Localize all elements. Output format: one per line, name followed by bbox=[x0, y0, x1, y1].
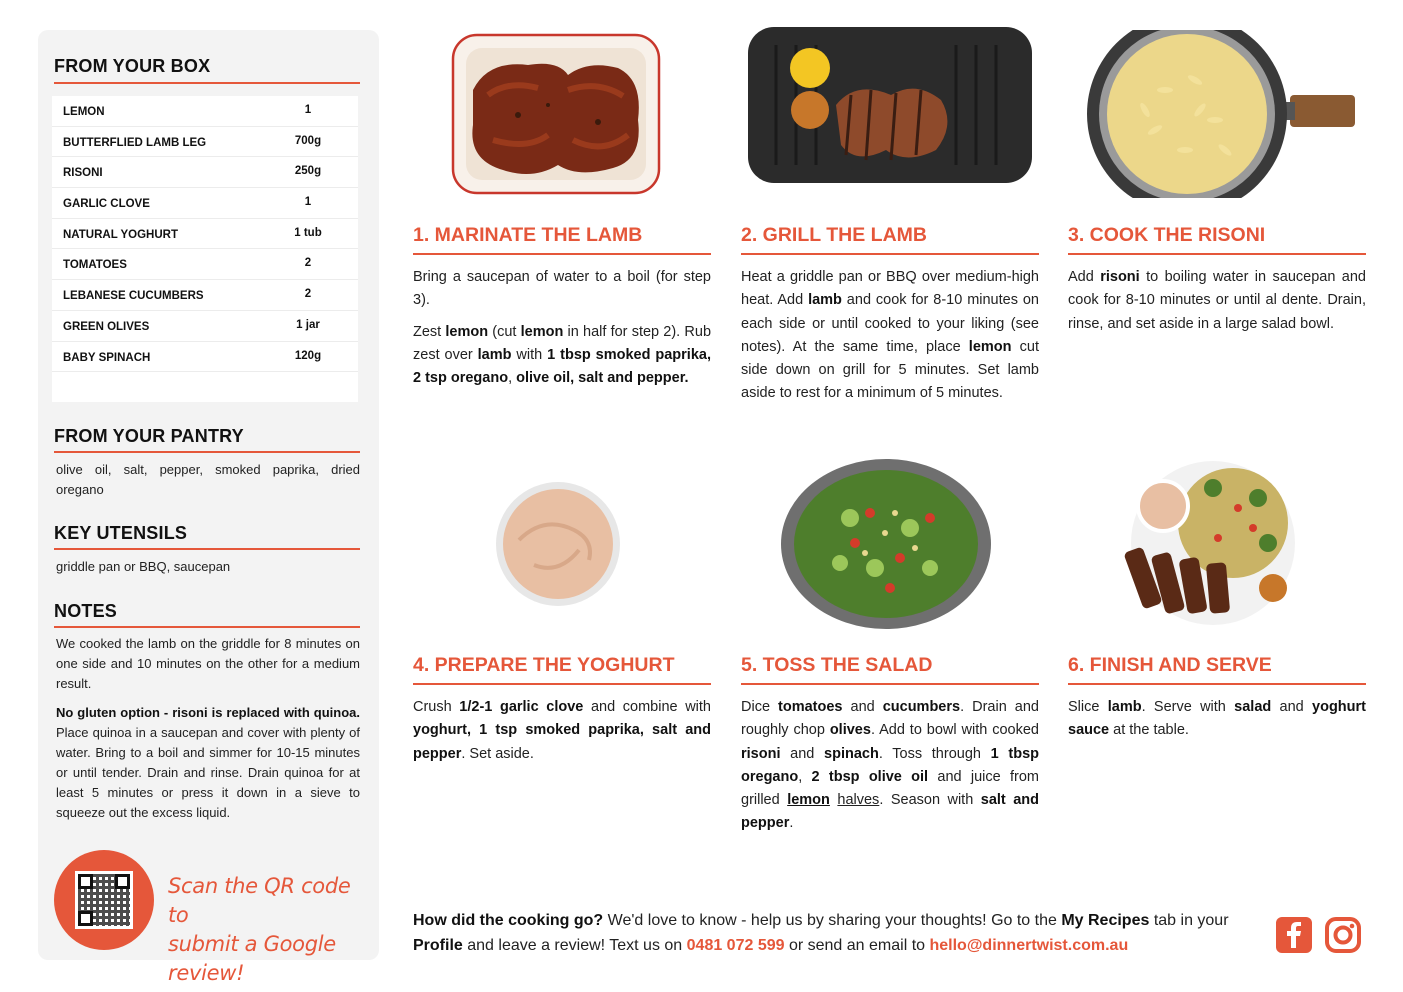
step-instructions bbox=[413, 696, 711, 766]
section-divider bbox=[54, 451, 360, 453]
gluten-free-note bbox=[56, 703, 360, 823]
pantry-title: FROM YOUR PANTRY bbox=[54, 426, 244, 446]
step-divider bbox=[413, 253, 711, 255]
ingredient-name: GARLIC CLOVE bbox=[63, 198, 150, 211]
ingredient-row bbox=[52, 219, 358, 250]
ingredient-row bbox=[52, 280, 358, 311]
qr-caption-line: submit a Google review! bbox=[168, 932, 336, 985]
ingredient-name: LEMON bbox=[63, 106, 105, 118]
step-title: 3. COOK THE RISONI bbox=[1068, 224, 1266, 246]
ingredient-qty: 2 bbox=[304, 288, 312, 301]
footer-question: How did the cooking go? bbox=[413, 912, 604, 929]
step-title: 5. TOSS THE SALAD bbox=[741, 654, 933, 676]
notes-title: NOTES bbox=[54, 601, 118, 621]
step-paragraph: Dice tomatoes and cucumbers. Drain and roughly chop olives. Add to bowl with cooked risoni and spinach. Toss through 1 tbsp oregano, 2 tbsp olive oil and juice from grilled lemon halves. Season with salt and pepper. bbox=[741, 699, 1040, 832]
pantry-text: olive oil, salt, pepper, smoked paprika, dried oregano bbox=[56, 462, 360, 497]
qr-caption bbox=[168, 872, 368, 988]
footer-text: tab in your bbox=[1149, 912, 1229, 929]
step-yoghurt bbox=[413, 652, 711, 772]
step-serve bbox=[1068, 652, 1366, 752]
utensils-text: griddle pan or BBQ, saucepan bbox=[56, 559, 231, 574]
ingredient-name: RISONI bbox=[63, 167, 103, 180]
gluten-free-text: Place quinoa in a saucepan and cover with plenty of water. Bring to a boil and simmer for 10-15 minutes or until tender. Drain and rinse. Drain quinoa for at least 5 minutes or press it down in a sieve to squeeze out the excess liquid. bbox=[56, 725, 360, 820]
step-paragraph: Bring a saucepan of water to a boil (for step 3). bbox=[413, 269, 711, 309]
ingredient-qty: 700g bbox=[294, 134, 322, 147]
step-title: 1. MARINATE THE LAMB bbox=[413, 224, 643, 246]
ingredient-name: LEBANESE CUCUMBERS bbox=[63, 290, 204, 303]
email-link[interactable]: hello@dinnertwist.com.au bbox=[929, 937, 1129, 954]
ingredient-row bbox=[52, 342, 358, 373]
step-divider bbox=[413, 683, 711, 685]
step-paragraph: Zest lemon (cut lemon in half for step 2). Rub zest over lamb with 1 tbsp smoked paprika, 2 tsp oregano, olive oil, salt and pepper. bbox=[413, 323, 712, 387]
ingredient-qty: 1 jar bbox=[296, 318, 320, 331]
step-title: 6. FINISH AND SERVE bbox=[1068, 654, 1272, 676]
footer-text: or send an email to bbox=[784, 937, 930, 954]
section-divider bbox=[54, 626, 360, 628]
step-paragraph: Heat a griddle pan or BBQ over medium-high heat. Add lamb and cook for 8-10 minutes on each side or until cooked to your liking (see notes). At the same time, place lemon cut side down on grill for 5 minutes. Set lamb aside to rest for a minimum of 5 minutes. bbox=[741, 269, 1039, 402]
instagram-icon[interactable] bbox=[1324, 916, 1362, 954]
step-paragraph: Slice lamb. Serve with salad and yoghurt sauce at the table. bbox=[1068, 699, 1366, 739]
qr-code[interactable] bbox=[75, 871, 133, 929]
gluten-free-heading: No gluten option - risoni is replaced with quinoa. bbox=[56, 705, 360, 720]
ingredient-row bbox=[52, 249, 358, 280]
step-risoni bbox=[1068, 222, 1366, 372]
cooked-risoni-image bbox=[1085, 30, 1355, 198]
step-paragraph: Add risoni to boiling water in saucepan and cook for 8-10 minutes or until al dente. Drain, rinse, and set aside in a large salad bowl. bbox=[1068, 269, 1366, 332]
step-instructions bbox=[1068, 696, 1366, 743]
ingredient-row bbox=[52, 96, 358, 127]
step-instructions bbox=[413, 266, 711, 390]
ingredient-name: BABY SPINACH bbox=[63, 351, 151, 364]
ingredients-table bbox=[52, 96, 358, 402]
ingredient-name: GREEN OLIVES bbox=[63, 320, 150, 333]
facebook-icon[interactable] bbox=[1275, 916, 1313, 954]
ingredient-row bbox=[52, 127, 358, 158]
phone-link[interactable]: 0481 072 599 bbox=[686, 937, 785, 954]
section-divider bbox=[54, 548, 360, 550]
utensils-title: KEY UTENSILS bbox=[54, 523, 188, 543]
ingredient-row bbox=[52, 188, 358, 219]
step-paragraph: Crush 1/2-1 garlic clove and combine with yoghurt, 1 tsp smoked paprika, salt and pepper. Set aside. bbox=[413, 699, 711, 762]
ingredient-qty: 120g bbox=[294, 349, 322, 362]
section-divider bbox=[54, 82, 360, 84]
my-recipes-label: My Recipes bbox=[1061, 912, 1150, 929]
step-instructions bbox=[741, 266, 1039, 406]
from-your-box-title: FROM YOUR BOX bbox=[54, 56, 211, 76]
review-footer bbox=[413, 908, 1263, 958]
ingredient-name: TOMATOES bbox=[63, 259, 127, 272]
ingredient-name: BUTTERFLIED LAMB LEG bbox=[63, 136, 207, 149]
qr-caption-line: Scan the QR code to bbox=[168, 874, 351, 927]
ingredient-row bbox=[52, 311, 358, 342]
footer-text: We'd love to know - help us by sharing your thoughts! Go to the bbox=[603, 912, 1062, 929]
step-divider bbox=[741, 683, 1039, 685]
grilled-lamb-image bbox=[746, 25, 1034, 185]
step-instructions bbox=[741, 696, 1039, 836]
step-title: 2. GRILL THE LAMB bbox=[741, 224, 927, 246]
ingredient-qty: 1 tub bbox=[294, 226, 322, 239]
ingredient-name: NATURAL YOGHURT bbox=[63, 228, 178, 241]
sidebar-panel bbox=[38, 30, 379, 985]
step-divider bbox=[1068, 253, 1366, 255]
step-grill bbox=[741, 222, 1039, 432]
step-salad bbox=[741, 652, 1039, 842]
ingredient-qty: 2 bbox=[304, 257, 312, 270]
ingredient-row bbox=[52, 157, 358, 188]
profile-label: Profile bbox=[413, 937, 463, 954]
ingredient-qty: 1 bbox=[304, 196, 312, 209]
ingredient-qty: 1 bbox=[304, 104, 312, 116]
notes-paragraph: We cooked the lamb on the griddle for 8 minutes on one side and 10 minutes on the other for a medium result. bbox=[56, 636, 360, 691]
footer-text: and leave a review! Text us on bbox=[462, 937, 687, 954]
step-marinate bbox=[413, 222, 711, 422]
step-instructions bbox=[1068, 266, 1366, 336]
risoni-salad-image bbox=[780, 458, 992, 630]
qr-badge bbox=[54, 850, 154, 950]
step-divider bbox=[1068, 683, 1366, 685]
plated-dish-image bbox=[1118, 458, 1300, 628]
ingredient-qty: 250g bbox=[294, 165, 322, 178]
yoghurt-sauce-image bbox=[494, 480, 622, 608]
marinated-lamb-image bbox=[448, 30, 664, 198]
step-divider bbox=[741, 253, 1039, 255]
step-title: 4. PREPARE THE YOGHURT bbox=[413, 654, 675, 676]
